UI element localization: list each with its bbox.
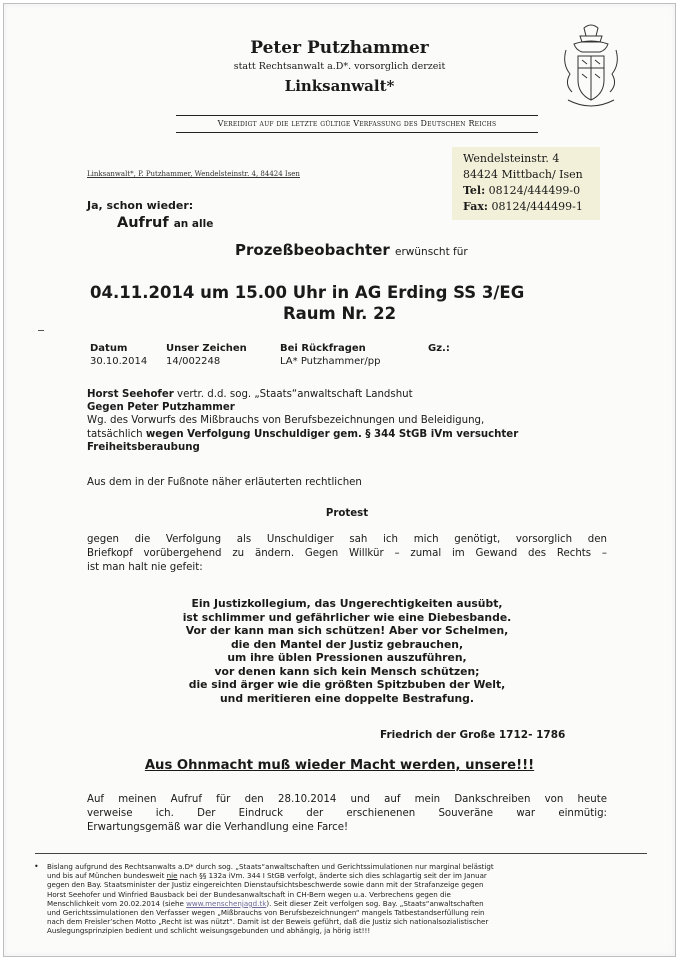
fax-label: Fax: [463, 200, 488, 213]
protest-text-1: gegen die Verfolgung als Unschuldiger sah ich mich genötigt, vorsorglich den [87, 534, 607, 545]
ref-header-date: Datum [90, 343, 128, 354]
footnote-line: gegen den Bay. Staatsminister der Justiz eingereichten Dienstaufsichtsbeschwerde sowie dann mit der Strafanzeige gegen [47, 880, 484, 890]
quote-line: Ein Justizkollegium, das Ungerechtigkeiten ausübt, [191, 597, 503, 610]
protest-intro: Aus dem in der Fußnote näher erläuterten rechtlichen [87, 477, 362, 488]
address-fax [463, 199, 583, 215]
coat-of-arms-icon [560, 20, 622, 116]
appeal-target [235, 241, 468, 259]
footnote-line: und Gerichtssimulationen den Verfasser wegen „Mißbrauchs von Berufsbezeichnungen“ mangels Tatbestandserfüllung rein [47, 908, 485, 918]
ref-header-gz: Gz.: [428, 343, 450, 354]
footnote-fragment: ). Seit dieser Zeit verfolgen sog. Bay. „Staats“anwaltschaften [266, 898, 484, 908]
case-line-1 [87, 388, 607, 402]
quote-block [87, 597, 607, 705]
appeal-heading-small: an alle [173, 218, 214, 230]
sender-line: Linksanwalt*, P. Putzhammer, Wendelsteinstr. 4, 84424 Isen [87, 170, 300, 178]
quote-line: um ihre üblen Pressionen auszuführen, [227, 651, 467, 664]
address-street: Wendelsteinstr. 4 [463, 152, 560, 165]
quote-line: die den Mantel der Justiz gebrauchen, [230, 637, 464, 651]
footnote-line: Horst Seehofer und Winfried Bausback bei der Bundesanwaltschaft in CH-Bern wegen u.a. Verbrechens gegen die [47, 889, 451, 899]
fax-number: 08124/444499-1 [491, 200, 583, 213]
footnote-text [47, 862, 657, 936]
fold-mark [38, 330, 44, 331]
letterhead-rule-bottom [176, 132, 538, 133]
quote-line: und meritieren eine doppelte Bestrafung. [219, 691, 475, 705]
appeal-target-big: Prozeßbeobachter [235, 241, 390, 259]
footnote-bullet: • [34, 862, 39, 871]
case-line-4-normal: tatsächlich [87, 429, 146, 440]
address-phone [463, 183, 580, 199]
letterhead-name: Peter Putzhammer [250, 38, 429, 58]
footnote-fragment: Menschlichkeit vom 20.02.2014 (siehe [47, 898, 187, 908]
case-line-4 [87, 428, 607, 442]
slogan: Aus Ohnmacht muß wieder Macht werden, unsere!!! [144, 758, 535, 773]
ref-value-contact: LA* Putzhammer/pp [280, 356, 381, 367]
letterhead-title: Linksanwalt* [284, 77, 395, 95]
quote-line: Vor der kann man sich schützen! Aber vor Schelmen, [185, 624, 509, 637]
footnote-line: Auslegungsprinzipien bedient und schlicht weisungsgebunden und abhängig, ja hörig ist!!! [47, 926, 371, 936]
ref-header-contact: Bei Rückfragen [280, 343, 366, 354]
appeal-target-small: erwünscht für [395, 246, 468, 258]
quote-line: vor denen kann sich kein Mensch schützen; [214, 664, 480, 678]
quote-line: die sind ärger wie die größten Spitzbuben der Welt, [188, 678, 506, 691]
phone-label: Tel: [463, 184, 486, 197]
protest-text-2: Briefkopf vorübergehend zu ändern. Gegen Willkür – zumal im Gewand des Rechts – [87, 548, 607, 559]
case-line-4-bold: wegen Verfolgung Unschuldiger gem. § 344 StGB iVm versuchter [145, 429, 519, 440]
ref-value-sign: 14/002248 [166, 356, 221, 367]
footnote-line [47, 871, 657, 880]
protest-heading: Protest [325, 508, 369, 519]
hearing-date: 04.11.2014 um 15.00 Uhr in AG Erding SS 3/EG [90, 283, 525, 302]
case-line-3: Wg. des Vorwurfs des Mißbrauchs von Berufsbezeichnungen und Beleidigung, [87, 415, 485, 426]
footnote-line [47, 899, 657, 908]
footnote-line: Bislang aufgrund des Rechtsanwalts a.D* durch sog. „Staats“anwaltschaften und Gerichtssimulationen nur marginal belästigt [47, 862, 494, 871]
appeal-intro: Ja, schon wieder: [87, 199, 194, 212]
footnote-rule [35, 853, 647, 854]
oath-line: Vereidigt auf die letzte gültige Verfassung des Deutschen Reichs [217, 119, 497, 128]
appeal-heading [117, 215, 213, 231]
footnote-emphasis: nie [166, 871, 178, 881]
footnote-fragment: und bis auf München bundesweit [47, 871, 167, 881]
case-line-5: Freiheitsberaubung [87, 442, 200, 453]
letterhead-subtitle: statt Rechtsanwalt a.D*. vorsorglich derzeit [233, 61, 446, 72]
quote-author: Friedrich der Große 1712- 1786 [380, 729, 566, 741]
closing-line-3: Erwartungsgemäß war die Verhandlung eine Farce! [87, 822, 349, 833]
footnote-line: nach dem Freisler’schen Motto „Recht ist was nützt“. Damit ist der Beweis geführt, daß die Justiz sich nationalsozialistischer [47, 917, 489, 927]
ref-value-date: 30.10.2014 [90, 356, 148, 367]
closing-line-1: Auf meinen Aufruf für den 28.10.2014 und auf mein Dankschreiben von heute [87, 794, 607, 805]
case-line-2: Gegen Peter Putzhammer [87, 402, 235, 413]
ref-header-sign: Unser Zeichen [166, 343, 247, 354]
letterhead-rule-top [176, 115, 538, 116]
hearing-room: Raum Nr. 22 [282, 304, 397, 323]
footnote-fragment: nach §§ 132a iVm. 344 I StGB verfolgt, änderte sich dies schlagartig seit der im Januar [177, 871, 487, 881]
case-representation: vertr. d.d. sog. „Staats“anwaltschaft Landshut [173, 389, 413, 400]
quote-line: ist schlimmer und gefährlicher wie eine Diebesbande. [182, 610, 512, 624]
phone-number: 08124/444499-0 [488, 184, 581, 197]
address-city: 84424 Mittbach/ Isen [463, 168, 583, 181]
closing-line-2: verweise ich. Der Eindruck der erschienenen Souveräne war einmütig: [87, 808, 607, 819]
footnote-link[interactable]: www.menschenjagd.tk [186, 898, 267, 908]
appeal-heading-big: Aufruf [117, 215, 169, 231]
protest-text-3: ist man halt nie gefeit: [87, 562, 203, 573]
case-plaintiff: Horst Seehofer [87, 389, 174, 400]
